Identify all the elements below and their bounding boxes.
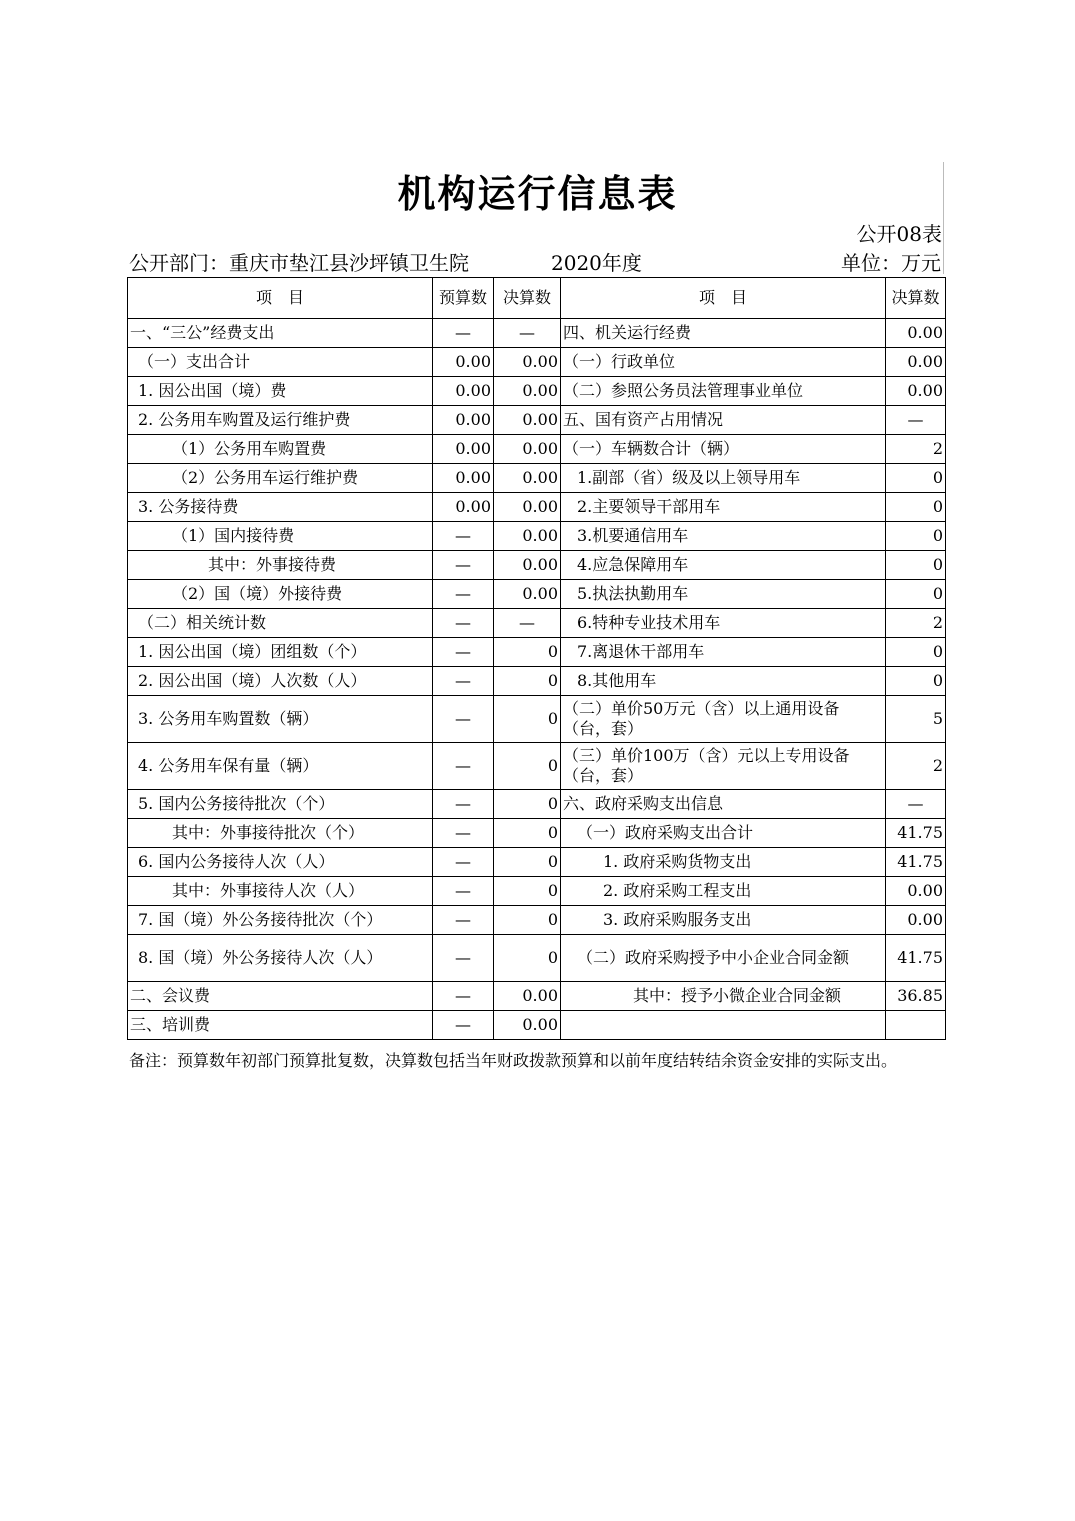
row-final: 0 [494,790,561,819]
row-budget: — [433,609,494,638]
table-row [128,319,946,348]
row-right-value: 0.00 [886,348,946,377]
row-right-value: 41.75 [886,935,946,982]
row-left-item: 5. 国内公务接待批次（个） [128,790,433,819]
table-row [128,377,946,406]
row-budget: — [433,982,494,1011]
row-budget: 0.00 [433,464,494,493]
row-right-item: （一）行政单位 [561,348,886,377]
row-right-value: 41.75 [886,819,946,848]
row-left-item: 一、“三公”经费支出 [128,319,433,348]
row-right-value: 0 [886,551,946,580]
row-left-item: 其中：外事接待人次（人） [128,877,433,906]
row-right-item: 其中：授予小微企业合同金额 [561,982,886,1011]
row-left-item: （2）国（境）外接待费 [128,580,433,609]
row-budget: 0.00 [433,493,494,522]
row-right-value: 0 [886,493,946,522]
page-title: 机构运行信息表 [397,172,678,216]
row-right-value: 0 [886,522,946,551]
row-right-item: 2.主要领导干部用车 [561,493,886,522]
row-final: 0.00 [494,551,561,580]
row-right-item: 五、国有资产占用情况 [561,406,886,435]
row-budget: — [433,696,494,743]
row-right-value: 2 [886,743,946,790]
row-right-item: 六、政府采购支出信息 [561,790,886,819]
table-row [128,819,946,848]
table-row [128,743,946,790]
row-right-item: 6.特种专业技术用车 [561,609,886,638]
row-final: — [494,609,561,638]
row-budget: — [433,819,494,848]
row-left-item: 7. 国（境）外公务接待批次（个） [128,906,433,935]
table-row [128,696,946,743]
row-right-item: 3.机要通信用车 [561,522,886,551]
table-row [128,522,946,551]
row-final: 0 [494,696,561,743]
row-final: 0.00 [494,580,561,609]
header-left-item: 项 目 [128,278,433,319]
row-final: 0.00 [494,522,561,551]
header-budget: 预算数 [433,278,494,319]
table-row [128,790,946,819]
row-budget: — [433,580,494,609]
row-left-item: 二、会议费 [128,982,433,1011]
table-row [128,877,946,906]
table-row [128,609,946,638]
row-right-value: 41.75 [886,848,946,877]
row-budget: — [433,935,494,982]
table-header-row [128,278,946,319]
row-right-value: 0 [886,464,946,493]
row-budget: — [433,638,494,667]
row-right-value: — [886,406,946,435]
row-left-item: （一）支出合计 [128,348,433,377]
row-final: 0.00 [494,464,561,493]
row-left-item: 1. 因公出国（境）团组数（个） [128,638,433,667]
row-right-value: 0.00 [886,906,946,935]
row-right-item: （二）政府采购授予中小企业合同金额 [561,935,886,982]
footnote: 备注：预算数年初部门预算批复数，决算数包括当年财政拨款预算和以前年度结转结余资金安排的实际支出。 [129,1051,898,1070]
row-right-item: 5.执法执勤用车 [561,580,886,609]
row-right-item: （一）车辆数合计（辆） [561,435,886,464]
row-final: 0.00 [494,982,561,1011]
row-budget: — [433,906,494,935]
row-right-value: 0 [886,638,946,667]
department-label: 公开部门：重庆市垫江县沙坪镇卫生院 [129,251,469,275]
row-final: — [494,319,561,348]
row-right-item: 4.应急保障用车 [561,551,886,580]
row-right-value: 36.85 [886,982,946,1011]
row-right-value [886,1011,946,1040]
row-left-item: 6. 国内公务接待人次（人） [128,848,433,877]
header-meta [129,247,943,275]
row-right-item: 2. 政府采购工程支出 [561,877,886,906]
row-budget: — [433,319,494,348]
row-left-item: 3. 公务接待费 [128,493,433,522]
row-right-item: 四、机关运行经费 [561,319,886,348]
row-left-item: （1）公务用车购置费 [128,435,433,464]
row-left-item: 2. 公务用车购置及运行维护费 [128,406,433,435]
row-right-item: （二）单价50万元（含）以上通用设备（台，套） [561,696,886,743]
header-right-item: 项 目 [561,278,886,319]
row-budget: — [433,790,494,819]
row-right-value: 0.00 [886,377,946,406]
row-final: 0.00 [494,348,561,377]
row-budget: — [433,667,494,696]
row-budget: — [433,848,494,877]
row-right-item: 3. 政府采购服务支出 [561,906,886,935]
row-budget: — [433,1011,494,1040]
row-right-item: （二）参照公务员法管理事业单位 [561,377,886,406]
table-row [128,935,946,982]
row-right-value: — [886,790,946,819]
row-budget: 0.00 [433,406,494,435]
row-left-item: 4. 公务用车保有量（辆） [128,743,433,790]
header-final: 决算数 [494,278,561,319]
row-left-item: 2. 因公出国（境）人次数（人） [128,667,433,696]
unit-label: 单位：万元 [841,251,941,275]
table-row [128,848,946,877]
row-budget: — [433,743,494,790]
row-budget: — [433,551,494,580]
row-final: 0.00 [494,435,561,464]
row-final: 0.00 [494,406,561,435]
row-final: 0 [494,743,561,790]
table-row [128,551,946,580]
row-left-item: 1. 因公出国（境）费 [128,377,433,406]
table-row [128,435,946,464]
row-final: 0.00 [494,1011,561,1040]
row-right-item: 1.副部（省）级及以上领导用车 [561,464,886,493]
row-final: 0 [494,638,561,667]
row-final: 0.00 [494,493,561,522]
table-row [128,638,946,667]
row-left-item: 其中：外事接待批次（个） [128,819,433,848]
operation-info-table [127,277,946,1040]
row-final: 0 [494,848,561,877]
row-budget: — [433,877,494,906]
row-right-item: （一）政府采购支出合计 [561,819,886,848]
row-right-item: 7.离退休干部用车 [561,638,886,667]
row-right-item [561,1011,886,1040]
row-final: 0 [494,935,561,982]
row-right-value: 2 [886,435,946,464]
row-budget: 0.00 [433,377,494,406]
row-left-item: 三、培训费 [128,1011,433,1040]
row-right-item: 1. 政府采购货物支出 [561,848,886,877]
table-row [128,1011,946,1040]
row-final: 0 [494,906,561,935]
table-row [128,348,946,377]
row-right-value: 5 [886,696,946,743]
row-final: 0 [494,667,561,696]
header-right-final: 决算数 [886,278,946,319]
row-left-item: （2）公务用车运行维护费 [128,464,433,493]
row-right-value: 0 [886,667,946,696]
row-left-item: 其中：外事接待费 [128,551,433,580]
row-left-item: 3. 公务用车购置数（辆） [128,696,433,743]
row-final: 0 [494,819,561,848]
table-row [128,667,946,696]
row-left-item: （二）相关统计数 [128,609,433,638]
form-number: 公开08表 [856,222,942,246]
year-label: 2020年度 [551,251,642,275]
row-right-item: （三）单价100万（含）元以上专用设备（台，套） [561,743,886,790]
row-right-item: 8.其他用车 [561,667,886,696]
row-budget: 0.00 [433,435,494,464]
row-right-value: 2 [886,609,946,638]
row-left-item: 8. 国（境）外公务接待人次（人） [128,935,433,982]
row-right-value: 0.00 [886,319,946,348]
row-final: 0 [494,877,561,906]
row-final: 0.00 [494,377,561,406]
row-left-item: （1）国内接待费 [128,522,433,551]
row-right-value: 0 [886,580,946,609]
table-row [128,906,946,935]
table-row [128,464,946,493]
table-row [128,493,946,522]
row-right-value: 0.00 [886,877,946,906]
table-row [128,580,946,609]
table-row [128,406,946,435]
row-budget: 0.00 [433,348,494,377]
table-row [128,982,946,1011]
row-budget: — [433,522,494,551]
